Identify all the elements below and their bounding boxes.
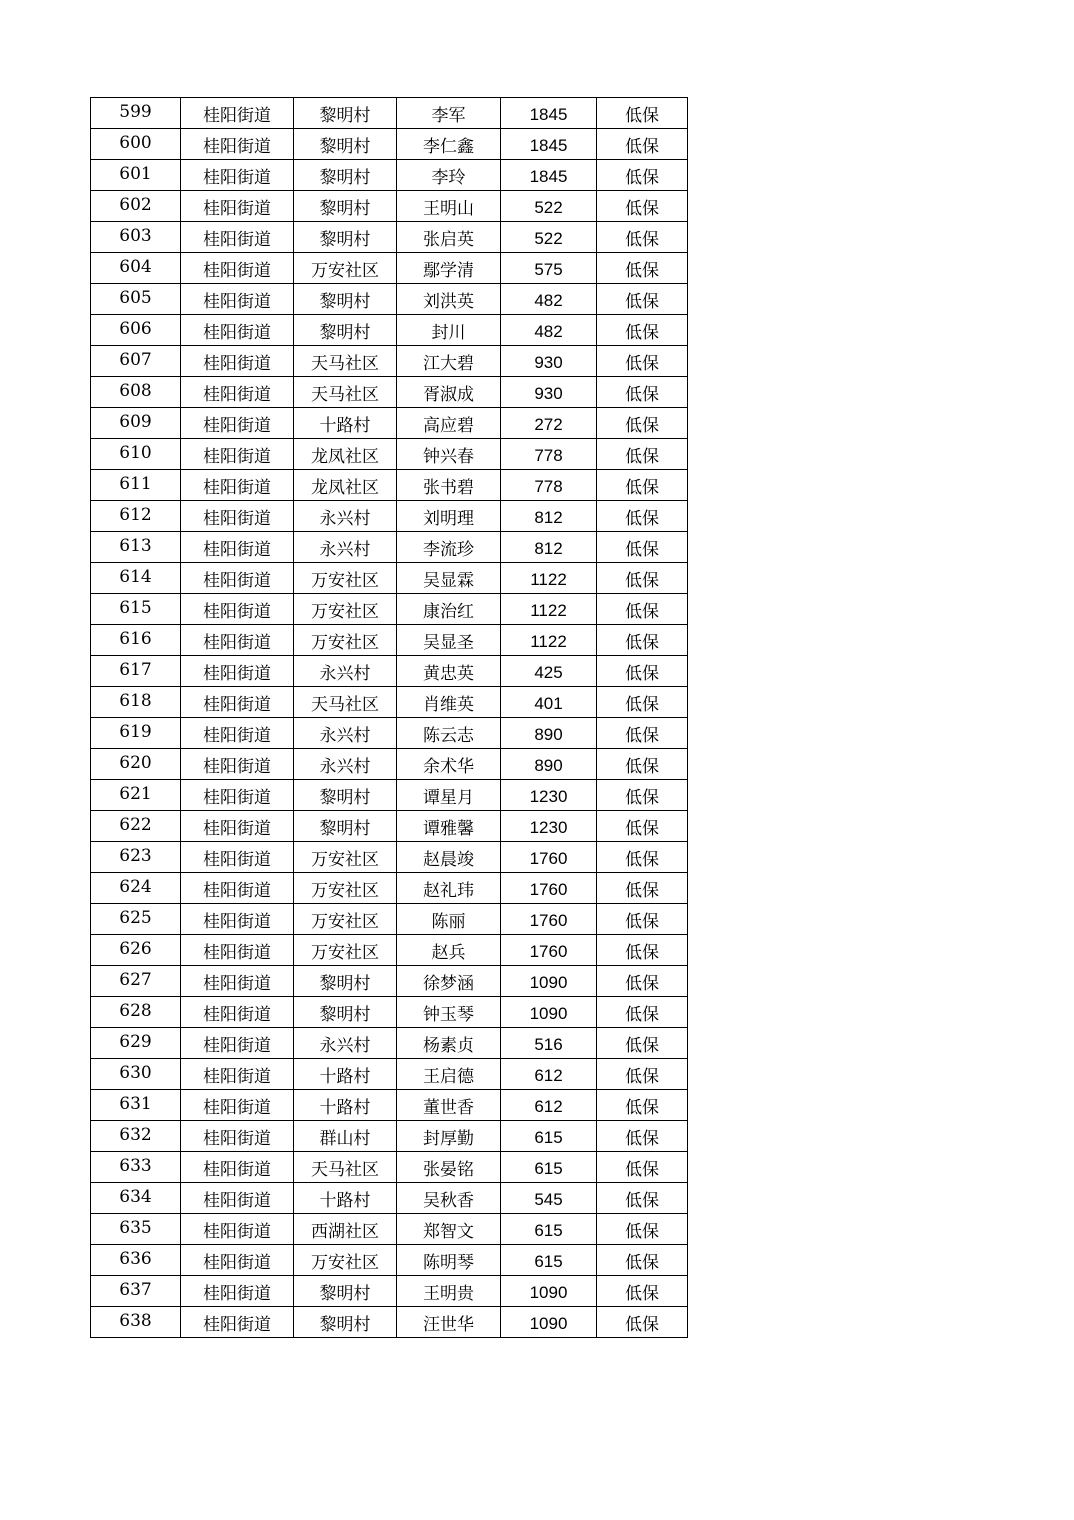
street-cell: 桂阳街道 xyxy=(181,749,294,780)
street-cell: 桂阳街道 xyxy=(181,470,294,501)
row-number: 629 xyxy=(91,1028,181,1059)
amount-cell: 1122 xyxy=(501,594,597,625)
street-cell: 桂阳街道 xyxy=(181,408,294,439)
table-row xyxy=(91,191,688,222)
name-cell: 刘洪英 xyxy=(397,284,501,315)
table-row xyxy=(91,563,688,594)
village-cell: 天马社区 xyxy=(294,377,397,408)
village-cell: 万安社区 xyxy=(294,904,397,935)
amount-cell: 482 xyxy=(501,284,597,315)
table-row xyxy=(91,1028,688,1059)
name-cell: 吴显圣 xyxy=(397,625,501,656)
row-number: 635 xyxy=(91,1214,181,1245)
street-cell: 桂阳街道 xyxy=(181,1028,294,1059)
name-cell: 张晏铭 xyxy=(397,1152,501,1183)
amount-cell: 615 xyxy=(501,1152,597,1183)
type-cell: 低保 xyxy=(597,935,688,966)
type-cell: 低保 xyxy=(597,315,688,346)
table-body xyxy=(91,98,688,1338)
row-number: 624 xyxy=(91,873,181,904)
street-cell: 桂阳街道 xyxy=(181,1276,294,1307)
village-cell: 黎明村 xyxy=(294,966,397,997)
type-cell: 低保 xyxy=(597,780,688,811)
type-cell: 低保 xyxy=(597,656,688,687)
row-number: 623 xyxy=(91,842,181,873)
name-cell: 吴显霖 xyxy=(397,563,501,594)
village-cell: 永兴村 xyxy=(294,1028,397,1059)
village-cell: 永兴村 xyxy=(294,656,397,687)
amount-cell: 1090 xyxy=(501,1307,597,1338)
village-cell: 永兴村 xyxy=(294,532,397,563)
row-number: 618 xyxy=(91,687,181,718)
type-cell: 低保 xyxy=(597,997,688,1028)
street-cell: 桂阳街道 xyxy=(181,997,294,1028)
amount-cell: 425 xyxy=(501,656,597,687)
village-cell: 万安社区 xyxy=(294,594,397,625)
row-number: 633 xyxy=(91,1152,181,1183)
type-cell: 低保 xyxy=(597,1276,688,1307)
name-cell: 谭雅馨 xyxy=(397,811,501,842)
row-number: 619 xyxy=(91,718,181,749)
row-number: 622 xyxy=(91,811,181,842)
amount-cell: 612 xyxy=(501,1059,597,1090)
name-cell: 余术华 xyxy=(397,749,501,780)
village-cell: 西湖社区 xyxy=(294,1214,397,1245)
table-row xyxy=(91,625,688,656)
type-cell: 低保 xyxy=(597,811,688,842)
street-cell: 桂阳街道 xyxy=(181,284,294,315)
name-cell: 钟玉琴 xyxy=(397,997,501,1028)
table-row xyxy=(91,377,688,408)
amount-cell: 1845 xyxy=(501,98,597,129)
village-cell: 龙凤社区 xyxy=(294,470,397,501)
table-row xyxy=(91,718,688,749)
village-cell: 黎明村 xyxy=(294,129,397,160)
row-number: 625 xyxy=(91,904,181,935)
village-cell: 十路村 xyxy=(294,1059,397,1090)
name-cell: 徐梦涵 xyxy=(397,966,501,997)
village-cell: 黎明村 xyxy=(294,284,397,315)
name-cell: 胥淑成 xyxy=(397,377,501,408)
amount-cell: 1760 xyxy=(501,873,597,904)
type-cell: 低保 xyxy=(597,532,688,563)
village-cell: 万安社区 xyxy=(294,842,397,873)
type-cell: 低保 xyxy=(597,594,688,625)
type-cell: 低保 xyxy=(597,253,688,284)
amount-cell: 516 xyxy=(501,1028,597,1059)
village-cell: 万安社区 xyxy=(294,1245,397,1276)
name-cell: 黄忠英 xyxy=(397,656,501,687)
row-number: 621 xyxy=(91,780,181,811)
name-cell: 王启德 xyxy=(397,1059,501,1090)
amount-cell: 778 xyxy=(501,439,597,470)
table-row xyxy=(91,129,688,160)
type-cell: 低保 xyxy=(597,842,688,873)
table-row xyxy=(91,160,688,191)
name-cell: 江大碧 xyxy=(397,346,501,377)
street-cell: 桂阳街道 xyxy=(181,935,294,966)
table-row xyxy=(91,222,688,253)
street-cell: 桂阳街道 xyxy=(181,687,294,718)
street-cell: 桂阳街道 xyxy=(181,625,294,656)
street-cell: 桂阳街道 xyxy=(181,1214,294,1245)
row-number: 611 xyxy=(91,470,181,501)
table-row xyxy=(91,408,688,439)
amount-cell: 1760 xyxy=(501,935,597,966)
row-number: 634 xyxy=(91,1183,181,1214)
type-cell: 低保 xyxy=(597,160,688,191)
row-number: 631 xyxy=(91,1090,181,1121)
table-row xyxy=(91,1307,688,1338)
type-cell: 低保 xyxy=(597,1028,688,1059)
street-cell: 桂阳街道 xyxy=(181,1245,294,1276)
village-cell: 黎明村 xyxy=(294,780,397,811)
table-row xyxy=(91,656,688,687)
street-cell: 桂阳街道 xyxy=(181,563,294,594)
name-cell: 陈明琴 xyxy=(397,1245,501,1276)
table-row xyxy=(91,594,688,625)
table-row xyxy=(91,811,688,842)
row-number: 614 xyxy=(91,563,181,594)
relief-roster-table xyxy=(90,97,688,1338)
street-cell: 桂阳街道 xyxy=(181,346,294,377)
village-cell: 万安社区 xyxy=(294,563,397,594)
name-cell: 鄢学清 xyxy=(397,253,501,284)
amount-cell: 778 xyxy=(501,470,597,501)
name-cell: 封川 xyxy=(397,315,501,346)
name-cell: 陈云志 xyxy=(397,718,501,749)
street-cell: 桂阳街道 xyxy=(181,656,294,687)
row-number: 609 xyxy=(91,408,181,439)
type-cell: 低保 xyxy=(597,1059,688,1090)
type-cell: 低保 xyxy=(597,346,688,377)
name-cell: 陈丽 xyxy=(397,904,501,935)
table-row xyxy=(91,687,688,718)
type-cell: 低保 xyxy=(597,222,688,253)
type-cell: 低保 xyxy=(597,1152,688,1183)
street-cell: 桂阳街道 xyxy=(181,439,294,470)
village-cell: 黎明村 xyxy=(294,1276,397,1307)
type-cell: 低保 xyxy=(597,1214,688,1245)
row-number: 600 xyxy=(91,129,181,160)
row-number: 603 xyxy=(91,222,181,253)
village-cell: 万安社区 xyxy=(294,873,397,904)
table-row xyxy=(91,1059,688,1090)
amount-cell: 522 xyxy=(501,222,597,253)
street-cell: 桂阳街道 xyxy=(181,129,294,160)
name-cell: 郑智文 xyxy=(397,1214,501,1245)
table-row xyxy=(91,966,688,997)
table-row xyxy=(91,439,688,470)
amount-cell: 615 xyxy=(501,1245,597,1276)
village-cell: 黎明村 xyxy=(294,98,397,129)
type-cell: 低保 xyxy=(597,904,688,935)
table-row xyxy=(91,346,688,377)
row-number: 627 xyxy=(91,966,181,997)
amount-cell: 890 xyxy=(501,749,597,780)
street-cell: 桂阳街道 xyxy=(181,842,294,873)
table-row xyxy=(91,1245,688,1276)
row-number: 606 xyxy=(91,315,181,346)
amount-cell: 890 xyxy=(501,718,597,749)
village-cell: 群山村 xyxy=(294,1121,397,1152)
table-row xyxy=(91,1090,688,1121)
amount-cell: 615 xyxy=(501,1121,597,1152)
row-number: 605 xyxy=(91,284,181,315)
row-number: 638 xyxy=(91,1307,181,1338)
amount-cell: 1760 xyxy=(501,904,597,935)
table-row xyxy=(91,749,688,780)
street-cell: 桂阳街道 xyxy=(181,1059,294,1090)
amount-cell: 1122 xyxy=(501,563,597,594)
type-cell: 低保 xyxy=(597,563,688,594)
type-cell: 低保 xyxy=(597,625,688,656)
name-cell: 高应碧 xyxy=(397,408,501,439)
name-cell: 康治红 xyxy=(397,594,501,625)
amount-cell: 575 xyxy=(501,253,597,284)
street-cell: 桂阳街道 xyxy=(181,904,294,935)
table-row xyxy=(91,873,688,904)
name-cell: 张启英 xyxy=(397,222,501,253)
street-cell: 桂阳街道 xyxy=(181,160,294,191)
village-cell: 永兴村 xyxy=(294,718,397,749)
table-row xyxy=(91,1121,688,1152)
row-number: 617 xyxy=(91,656,181,687)
table-row xyxy=(91,935,688,966)
amount-cell: 930 xyxy=(501,377,597,408)
table-row xyxy=(91,532,688,563)
street-cell: 桂阳街道 xyxy=(181,811,294,842)
street-cell: 桂阳街道 xyxy=(181,1183,294,1214)
village-cell: 龙凤社区 xyxy=(294,439,397,470)
table-row xyxy=(91,98,688,129)
amount-cell: 1230 xyxy=(501,780,597,811)
type-cell: 低保 xyxy=(597,98,688,129)
amount-cell: 1090 xyxy=(501,997,597,1028)
type-cell: 低保 xyxy=(597,966,688,997)
amount-cell: 1090 xyxy=(501,1276,597,1307)
village-cell: 天马社区 xyxy=(294,687,397,718)
row-number: 607 xyxy=(91,346,181,377)
table-row xyxy=(91,284,688,315)
street-cell: 桂阳街道 xyxy=(181,532,294,563)
name-cell: 赵礼玮 xyxy=(397,873,501,904)
street-cell: 桂阳街道 xyxy=(181,191,294,222)
name-cell: 赵兵 xyxy=(397,935,501,966)
type-cell: 低保 xyxy=(597,687,688,718)
village-cell: 永兴村 xyxy=(294,749,397,780)
village-cell: 黎明村 xyxy=(294,1307,397,1338)
street-cell: 桂阳街道 xyxy=(181,222,294,253)
type-cell: 低保 xyxy=(597,1121,688,1152)
type-cell: 低保 xyxy=(597,470,688,501)
name-cell: 李玲 xyxy=(397,160,501,191)
row-number: 620 xyxy=(91,749,181,780)
village-cell: 万安社区 xyxy=(294,625,397,656)
table-row xyxy=(91,904,688,935)
amount-cell: 612 xyxy=(501,1090,597,1121)
amount-cell: 1122 xyxy=(501,625,597,656)
row-number: 636 xyxy=(91,1245,181,1276)
street-cell: 桂阳街道 xyxy=(181,1121,294,1152)
table-row xyxy=(91,842,688,873)
row-number: 599 xyxy=(91,98,181,129)
amount-cell: 1845 xyxy=(501,129,597,160)
village-cell: 黎明村 xyxy=(294,811,397,842)
amount-cell: 1760 xyxy=(501,842,597,873)
type-cell: 低保 xyxy=(597,439,688,470)
row-number: 632 xyxy=(91,1121,181,1152)
type-cell: 低保 xyxy=(597,501,688,532)
type-cell: 低保 xyxy=(597,1245,688,1276)
row-number: 628 xyxy=(91,997,181,1028)
table-row xyxy=(91,1276,688,1307)
table-row xyxy=(91,1183,688,1214)
village-cell: 黎明村 xyxy=(294,160,397,191)
street-cell: 桂阳街道 xyxy=(181,377,294,408)
amount-cell: 1845 xyxy=(501,160,597,191)
amount-cell: 615 xyxy=(501,1214,597,1245)
name-cell: 董世香 xyxy=(397,1090,501,1121)
street-cell: 桂阳街道 xyxy=(181,780,294,811)
type-cell: 低保 xyxy=(597,1307,688,1338)
name-cell: 张书碧 xyxy=(397,470,501,501)
village-cell: 十路村 xyxy=(294,1090,397,1121)
amount-cell: 401 xyxy=(501,687,597,718)
amount-cell: 812 xyxy=(501,501,597,532)
table-row xyxy=(91,253,688,284)
street-cell: 桂阳街道 xyxy=(181,873,294,904)
village-cell: 天马社区 xyxy=(294,346,397,377)
type-cell: 低保 xyxy=(597,1183,688,1214)
row-number: 602 xyxy=(91,191,181,222)
type-cell: 低保 xyxy=(597,408,688,439)
street-cell: 桂阳街道 xyxy=(181,1090,294,1121)
row-number: 608 xyxy=(91,377,181,408)
row-number: 630 xyxy=(91,1059,181,1090)
name-cell: 肖维英 xyxy=(397,687,501,718)
street-cell: 桂阳街道 xyxy=(181,98,294,129)
row-number: 616 xyxy=(91,625,181,656)
type-cell: 低保 xyxy=(597,718,688,749)
amount-cell: 1230 xyxy=(501,811,597,842)
village-cell: 永兴村 xyxy=(294,501,397,532)
type-cell: 低保 xyxy=(597,284,688,315)
amount-cell: 482 xyxy=(501,315,597,346)
table-row xyxy=(91,501,688,532)
table-row xyxy=(91,780,688,811)
street-cell: 桂阳街道 xyxy=(181,718,294,749)
name-cell: 杨素贞 xyxy=(397,1028,501,1059)
amount-cell: 812 xyxy=(501,532,597,563)
row-number: 601 xyxy=(91,160,181,191)
name-cell: 李仁鑫 xyxy=(397,129,501,160)
name-cell: 封厚勤 xyxy=(397,1121,501,1152)
type-cell: 低保 xyxy=(597,191,688,222)
name-cell: 王明贵 xyxy=(397,1276,501,1307)
village-cell: 十路村 xyxy=(294,408,397,439)
type-cell: 低保 xyxy=(597,873,688,904)
row-number: 615 xyxy=(91,594,181,625)
row-number: 612 xyxy=(91,501,181,532)
row-number: 626 xyxy=(91,935,181,966)
amount-cell: 522 xyxy=(501,191,597,222)
street-cell: 桂阳街道 xyxy=(181,594,294,625)
village-cell: 黎明村 xyxy=(294,222,397,253)
name-cell: 吴秋香 xyxy=(397,1183,501,1214)
street-cell: 桂阳街道 xyxy=(181,1307,294,1338)
row-number: 637 xyxy=(91,1276,181,1307)
table-row xyxy=(91,315,688,346)
row-number: 604 xyxy=(91,253,181,284)
table-row xyxy=(91,470,688,501)
village-cell: 黎明村 xyxy=(294,315,397,346)
type-cell: 低保 xyxy=(597,377,688,408)
amount-cell: 1090 xyxy=(501,966,597,997)
type-cell: 低保 xyxy=(597,1090,688,1121)
name-cell: 钟兴春 xyxy=(397,439,501,470)
name-cell: 王明山 xyxy=(397,191,501,222)
street-cell: 桂阳街道 xyxy=(181,315,294,346)
table-row xyxy=(91,997,688,1028)
village-cell: 万安社区 xyxy=(294,253,397,284)
name-cell: 刘明理 xyxy=(397,501,501,532)
name-cell: 汪世华 xyxy=(397,1307,501,1338)
amount-cell: 930 xyxy=(501,346,597,377)
type-cell: 低保 xyxy=(597,129,688,160)
village-cell: 黎明村 xyxy=(294,997,397,1028)
street-cell: 桂阳街道 xyxy=(181,253,294,284)
village-cell: 黎明村 xyxy=(294,191,397,222)
row-number: 610 xyxy=(91,439,181,470)
name-cell: 李军 xyxy=(397,98,501,129)
row-number: 613 xyxy=(91,532,181,563)
village-cell: 万安社区 xyxy=(294,935,397,966)
amount-cell: 272 xyxy=(501,408,597,439)
table-row xyxy=(91,1152,688,1183)
street-cell: 桂阳街道 xyxy=(181,501,294,532)
village-cell: 天马社区 xyxy=(294,1152,397,1183)
name-cell: 李流珍 xyxy=(397,532,501,563)
name-cell: 谭星月 xyxy=(397,780,501,811)
street-cell: 桂阳街道 xyxy=(181,966,294,997)
table-row xyxy=(91,1214,688,1245)
village-cell: 十路村 xyxy=(294,1183,397,1214)
amount-cell: 545 xyxy=(501,1183,597,1214)
name-cell: 赵晨竣 xyxy=(397,842,501,873)
type-cell: 低保 xyxy=(597,749,688,780)
street-cell: 桂阳街道 xyxy=(181,1152,294,1183)
